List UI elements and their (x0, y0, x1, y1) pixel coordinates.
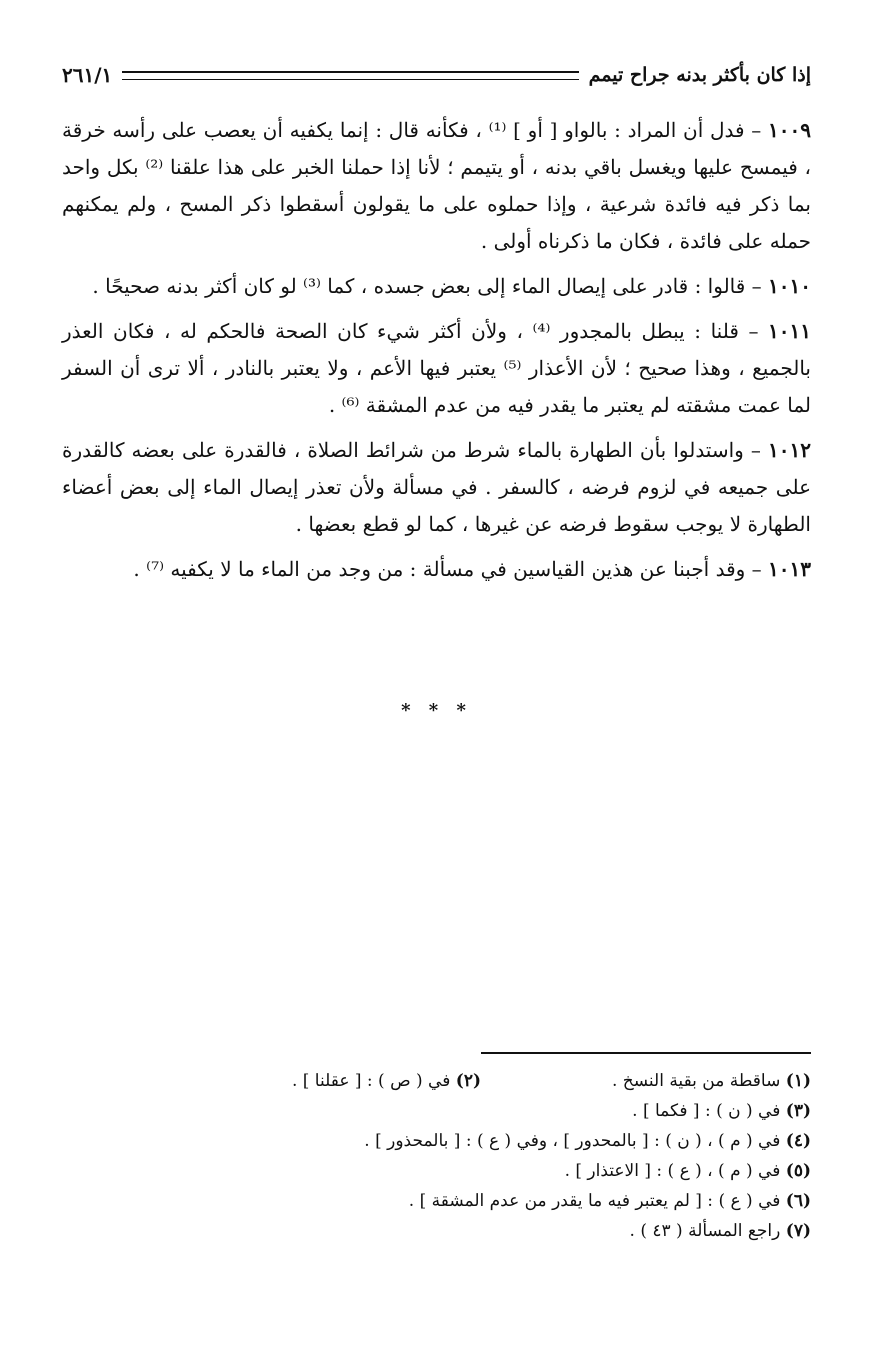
header-rule (122, 71, 578, 80)
paragraph-number: ١٠١٣ (768, 557, 811, 581)
page-number: ٢٦١/١ (62, 63, 113, 87)
footnote-number: (٣) (785, 1101, 811, 1121)
section-separator: * * * (401, 700, 472, 721)
paragraph-number: ١٠١٢ (768, 438, 811, 462)
footnote-6 (62, 1186, 811, 1216)
footnote-5 (62, 1156, 811, 1186)
footnote-rule (481, 1052, 811, 1054)
footnote-row (62, 1066, 811, 1096)
footnote-text: راجع المسألة ( ٤٣ ) . (629, 1221, 786, 1241)
footnote-text: في ( ع ) : [ لم يعتبر فيه ما يقدر من عدم المشقة ] . (408, 1191, 786, 1211)
header-title: إذا كان بأكثر بدنه جراح تيمم (588, 64, 811, 86)
footnote-number: (١) (785, 1071, 811, 1091)
paragraph-1013 (62, 551, 811, 588)
footnote-1 (481, 1066, 811, 1096)
footnotes (62, 1066, 811, 1246)
paragraph-number: ١٠٠٩ (768, 118, 811, 142)
footnote-text: في ( ن ) : [ فكما ] . (632, 1101, 786, 1121)
footnote-2 (292, 1066, 481, 1096)
main-text (62, 112, 811, 596)
footnote-7 (62, 1216, 811, 1246)
paragraph-1011 (62, 313, 811, 424)
paragraph-text: – وقد أجبنا عن هذين القياسين في مسألة : من وجد من الماء ما لا يكفيه ⁽⁷⁾ . (133, 557, 769, 581)
footnote-number: (٥) (785, 1161, 811, 1181)
paragraph-text: – فدل أن المراد : بالواو [ أو ] ⁽¹⁾ ، فكأنه قال : إنما يكفيه أن يعصب على رأسه خرقة ، فيمسح عليها ويغسل باقي بدنه ، أو يتيمم ؛ لأنا إذا حملنا الخبر على هذا علقنا ⁽²⁾ بكل واحد بما ذكر فيه فائدة شرعية ، وإذا حملوه على ما يقولون أسقطوا ذكر المسح ، ولم يمكنهم حمله على فائدة ، فكان ما ذكرناه أولى . (62, 118, 811, 253)
paragraph-1010 (62, 268, 811, 305)
paragraph-text: – قلنا : يبطل بالمجدور ⁽⁴⁾ ، ولأن أكثر شيء كان الصحة فالحكم له ، فكان العذر بالجميع ، وهذا صحيح ؛ لأن الأعذار ⁽⁵⁾ يعتبر فيها الأعم ، ولا يعتبر بالنادر ، ألا ترى أن السفر لما عمت مشقته لم يعتبر ما يقدر فيه من عدم المشقة ⁽⁶⁾ . (62, 319, 811, 417)
paragraph-number: ١٠١٠ (768, 274, 811, 298)
paragraph-1012 (62, 432, 811, 543)
footnote-text: في ( م ) ، ( ع ) : [ الاعتذار ] . (564, 1161, 786, 1181)
footnote-text: في ( ص ) : [ عقلنا ] . (291, 1071, 456, 1091)
footnote-3 (62, 1096, 811, 1126)
paragraph-1009 (62, 112, 811, 260)
paragraph-text: – واستدلوا بأن الطهارة بالماء شرط من شرائط الصلاة ، فالقدرة على بعضه كالقدرة على جميعه في لزوم فرضه ، كالسفر . في مسألة ولأن تعذر إيصال الماء إلى بعض أعضاء الطهارة لا يوجب سقوط فرضه عن غيرها ، كما لو قطع بعضها . (62, 438, 811, 536)
footnote-text: في ( م ) ، ( ن ) : [ بالمحدور ] ، وفي ( ع ) : [ بالمحذور ] . (364, 1131, 786, 1151)
footnote-number: (٦) (785, 1191, 811, 1211)
footnote-number: (٤) (785, 1131, 811, 1151)
paragraph-text: – قالوا : قادر على إيصال الماء إلى بعض جسده ، كما ⁽³⁾ لو كان أكثر بدنه صحيحًا . (92, 274, 769, 298)
footnote-text: ساقطة من بقية النسخ . (611, 1071, 786, 1091)
footnote-number: (٢) (455, 1071, 481, 1091)
running-header (62, 58, 811, 92)
paragraph-number: ١٠١١ (768, 319, 811, 343)
footnote-number: (٧) (785, 1221, 811, 1241)
footnote-4 (62, 1126, 811, 1156)
